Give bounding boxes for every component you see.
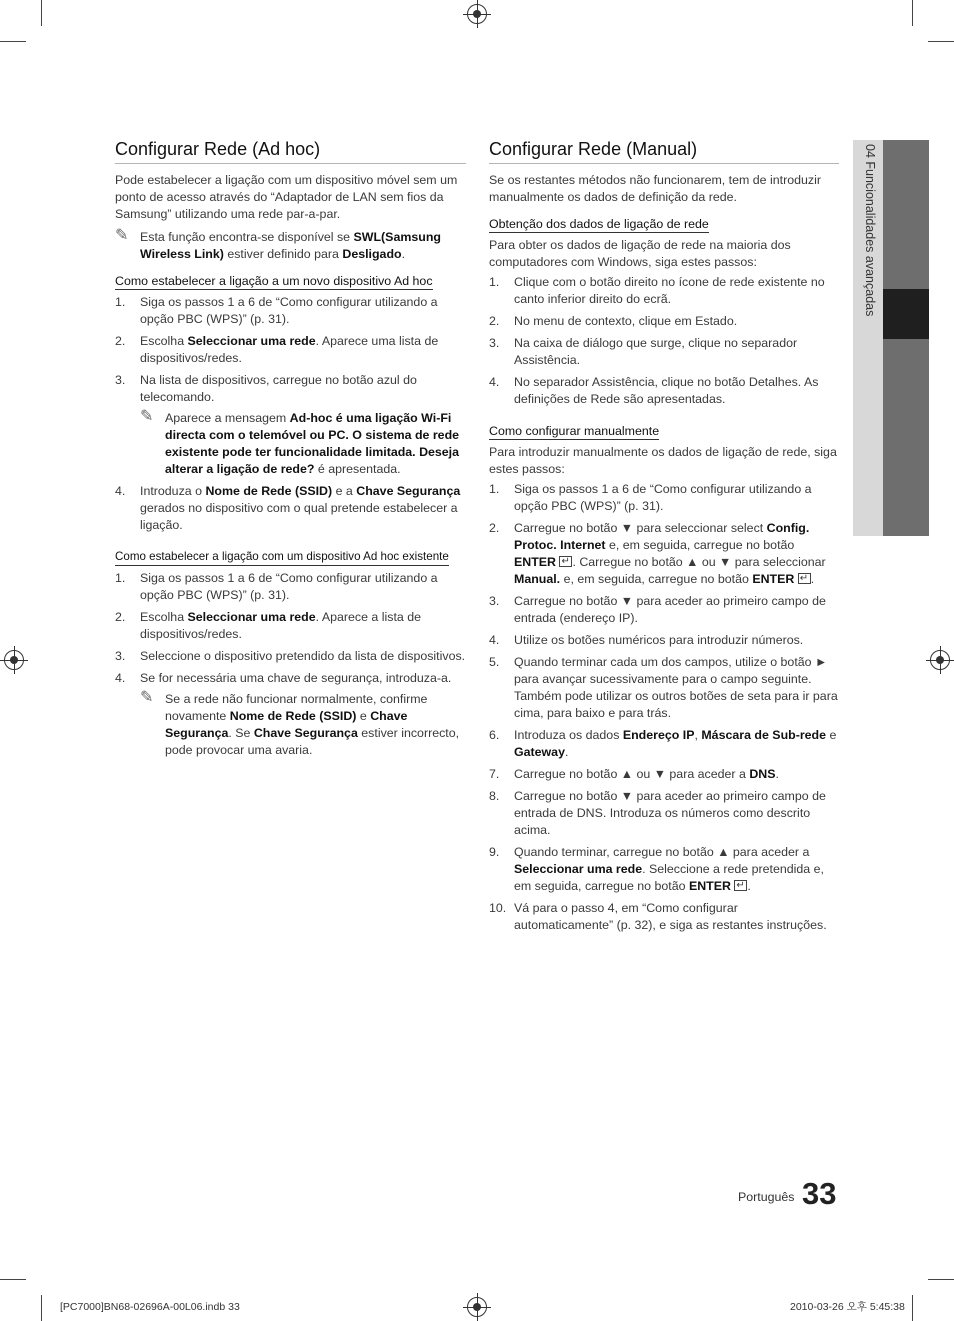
section-title-adhoc: Configurar Rede (Ad hoc) bbox=[115, 138, 466, 164]
crop-mark bbox=[41, 1295, 42, 1321]
crop-mark bbox=[912, 1295, 913, 1321]
crop-mark bbox=[41, 0, 42, 26]
section-title-manual: Configurar Rede (Manual) bbox=[489, 138, 839, 164]
list-item: 9. Quando terminar, carregue no botão ▲ para aceder a Seleccionar uma rede. Seleccione a rede pretendida e, em seguida, carregue no botão ENTER ↵ . bbox=[489, 844, 839, 895]
print-file-info: [PC7000]BN68-02696A-00L06.indb 33 bbox=[60, 1301, 240, 1313]
list-item: 2. Escolha Seleccionar uma rede. Aparece uma lista de dispositivos/redes. bbox=[115, 334, 439, 365]
steps-existing-adhoc bbox=[115, 570, 466, 759]
crop-mark bbox=[928, 1279, 954, 1280]
subheading-existing-adhoc: Como estabelecer a ligação com um dispositivo Ad hoc existente bbox=[115, 549, 449, 566]
list-item: 10. Vá para o passo 4, em “Como configurar automaticamente” (p. 32), e siga as restantes instruções. bbox=[489, 901, 827, 932]
right-column bbox=[489, 138, 839, 939]
steps-manual-config bbox=[489, 481, 839, 934]
list-item: 3. Carregue no botão ▼ para aceder ao primeiro campo de entrada (endereço IP). bbox=[489, 594, 826, 625]
crop-mark bbox=[912, 0, 913, 26]
pencil-note-icon: ✎ bbox=[140, 689, 154, 706]
list-item: 8. Carregue no botão ▼ para aceder ao primeiro campo de entrada de DNS. Introduza os números como descrito acima. bbox=[489, 789, 826, 837]
crop-mark bbox=[0, 41, 26, 42]
list-item: 4. No separador Assistência, clique no botão Detalhes. As definições de Rede são apresentadas. bbox=[489, 375, 819, 406]
manual-config-intro: Para introduzir manualmente os dados de ligação de rede, siga estes passos: bbox=[489, 445, 837, 476]
subheading-manual-config: Como configurar manualmente bbox=[489, 424, 660, 438]
list-item: 2. Carregue no botão ▼ para seleccionar select Config. Protoc. Internet e, em seguida, carregue no botão ENTER ↵ . Carregue no botão ▲ ou ▼ para seleccionar Manual. e, em seguida, carregue no botão ENTER ↵ . bbox=[489, 520, 839, 588]
list-item: 4. Introduza o Nome de Rede (SSID) e a Chave Segurança gerados no dispositivo com o qual pretende estabelecer a ligação. bbox=[115, 484, 461, 532]
print-timestamp: 2010-03-26 오후 5:45:38 bbox=[790, 1301, 905, 1313]
chapter-tab-label: 04 Funcionalidades avançadas bbox=[863, 144, 877, 317]
registration-mark-icon bbox=[467, 4, 487, 24]
adhoc-intro: Pode estabelecer a ligação com um dispositivo móvel sem um ponto de acesso através do “Adaptador de LAN sem fios da Samsung” utilizando uma rede par-a-par. bbox=[115, 173, 458, 221]
list-item: 3. Seleccione o dispositivo pretendido da lista de dispositivos. bbox=[115, 649, 466, 663]
list-item: 6. Introduza os dados Endereço IP, Máscara de Sub-rede e Gateway. bbox=[489, 728, 837, 759]
registration-mark-icon bbox=[930, 650, 950, 670]
list-item: 1. Siga os passos 1 a 6 de “Como configurar utilizando a opção PBC (WPS)” (p. 31). bbox=[489, 482, 812, 513]
crop-mark bbox=[0, 1279, 26, 1280]
registration-mark-icon bbox=[4, 650, 24, 670]
list-item: 2. Escolha Seleccionar uma rede. Aparece a lista de dispositivos/redes. bbox=[115, 610, 422, 641]
page-number: 33 bbox=[802, 1176, 837, 1211]
list-item: 7. Carregue no botão ▲ ou ▼ para aceder a DNS. bbox=[489, 767, 779, 781]
list-item: 4. Utilize os botões numéricos para introduzir números. bbox=[489, 633, 804, 647]
enter-key-icon bbox=[559, 556, 572, 567]
subheading-obtain-data: Obtenção dos dados de ligação de rede bbox=[489, 217, 709, 231]
steps-obtain-data bbox=[489, 274, 839, 408]
list-item: 5. Quando terminar cada um dos campos, utilize o botão ► para avançar sucessivamente para o campo seguinte. Também pode utilizar os outros botões de seta para ir para cima, para baixo e para trás. bbox=[489, 655, 838, 720]
registration-mark-icon bbox=[467, 1297, 487, 1317]
footer-language: Português bbox=[738, 1190, 795, 1204]
note-security-key: ✎ Se a rede não funcionar normalmente, confirme novamente Nome de Rede (SSID) e Chave Segurança. Se Chave Segurança estiver incorrecto, pode provocar uma avaria. bbox=[140, 689, 460, 757]
crop-mark bbox=[928, 41, 954, 42]
chapter-tab-active-marker bbox=[883, 289, 929, 339]
list-item: 3. Na lista de dispositivos, carregue no botão azul do telecomando. ✎ Aparece a mensagem Ad-hoc é uma ligação Wi-Fi directa com o telemóvel ou PC. O sistema de rede existente pode ter funcionalidade limitada. Deseja alterar a ligação de rede? é apresentada. bbox=[115, 372, 466, 478]
left-column bbox=[115, 138, 466, 764]
pencil-note-icon: ✎ bbox=[140, 408, 154, 425]
steps-new-adhoc bbox=[115, 294, 466, 534]
obtain-data-intro: Para obter os dados de ligação de rede na maioria dos computadores com Windows, siga estes passos: bbox=[489, 238, 791, 269]
list-item: 1. Siga os passos 1 a 6 de “Como configurar utilizando a opção PBC (WPS)” (p. 31). bbox=[115, 571, 438, 602]
subheading-new-adhoc: Como estabelecer a ligação a um novo dispositivo Ad hoc bbox=[115, 274, 433, 288]
list-item: 1. Clique com o botão direito no ícone de rede existente no canto inferior direito do ecrã. bbox=[489, 275, 825, 306]
enter-key-icon bbox=[734, 880, 747, 891]
pencil-note-icon: ✎ bbox=[115, 227, 129, 244]
note-swl: ✎ Esta função encontra-se disponível se SWL(Samsung Wireless Link) estiver definido para Desligado. bbox=[115, 227, 441, 261]
list-item: 3. Na caixa de diálogo que surge, clique no separador Assistência. bbox=[489, 336, 798, 367]
enter-key-icon bbox=[798, 573, 811, 584]
list-item: 4. Se for necessária uma chave de segurança, introduza-a. ✎ Se a rede não funcionar normalmente, confirme novamente Nome de Rede (SSID) e Chave Segurança. Se Chave Segurança estiver incorrecto, pode provocar uma avaria. bbox=[115, 670, 466, 759]
list-item: 1. Siga os passos 1 a 6 de “Como configurar utilizando a opção PBC (WPS)” (p. 31). bbox=[115, 295, 438, 326]
list-item: 2. No menu de contexto, clique em Estado. bbox=[489, 314, 738, 328]
note-adhoc-message: ✎ Aparece a mensagem Ad-hoc é uma ligação Wi-Fi directa com o telemóvel ou PC. O sistema de rede existente pode ter funcionalidade limitada. Deseja alterar a ligação de rede? é apresentada. bbox=[140, 408, 460, 476]
manual-intro: Se os restantes métodos não funcionarem, tem de introduzir manualmente os dados de definição da rede. bbox=[489, 173, 821, 204]
